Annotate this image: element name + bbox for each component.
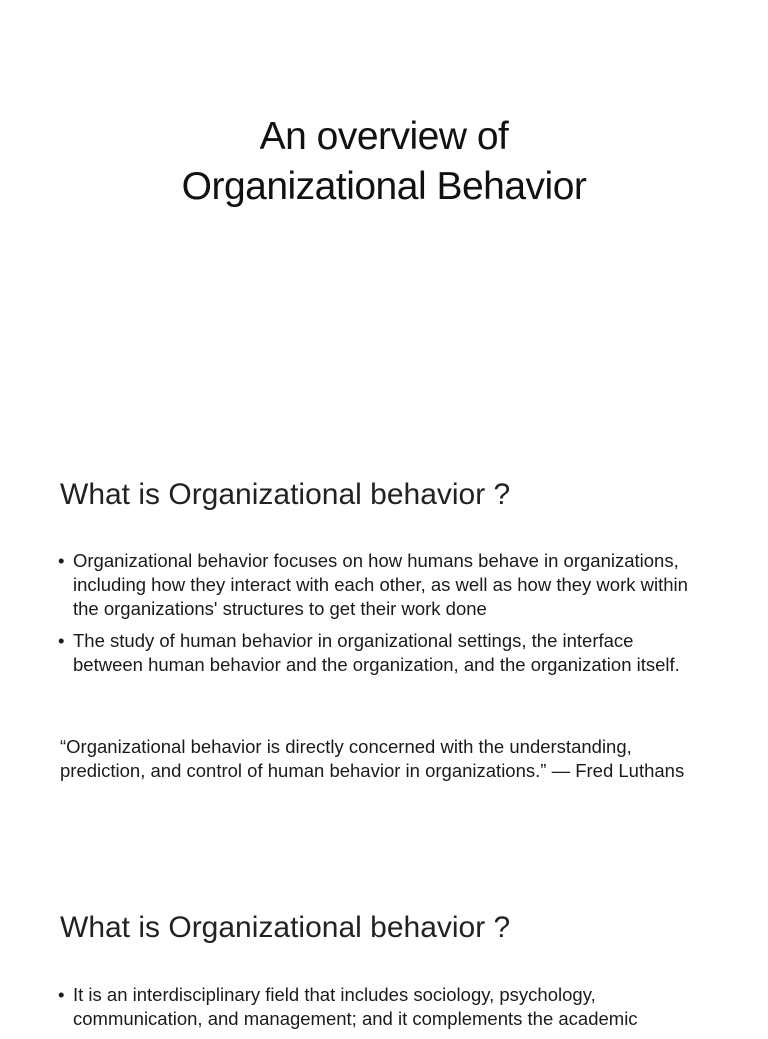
bullet-icon: •: [58, 984, 65, 1005]
bullet-icon: •: [58, 550, 65, 571]
list-item: [58, 549, 708, 621]
bullet-text: The study of human behavior in organizational settings, the interface between human behavior and the organization, and the organization itself.: [73, 630, 680, 675]
title-line-1: An overview of: [259, 115, 509, 158]
title-line-2: Organizational Behavior: [181, 165, 587, 208]
bullet-text: Organizational behavior focuses on how humans behave in organizations, including how they interact with each other, as well as how they work within the organizations' structures to get their work done: [73, 550, 688, 619]
list-item: [58, 629, 708, 677]
section-1-heading: What is Organizational behavior ?: [60, 478, 511, 511]
section-1-bullet-list: [58, 549, 708, 685]
bullet-text: It is an interdisciplinary field that includes sociology, psychology, communication, and management; and it complements the academic: [73, 984, 638, 1029]
section-2-bullet-list: [58, 983, 708, 1039]
section-2-heading: What is Organizational behavior ?: [60, 911, 511, 944]
page-title: [0, 112, 768, 212]
bullet-icon: •: [58, 630, 65, 651]
luthans-quote: “Organizational behavior is directly concerned with the understanding, prediction, and control of human behavior in organizations.” — Fred Luthans: [60, 736, 685, 781]
